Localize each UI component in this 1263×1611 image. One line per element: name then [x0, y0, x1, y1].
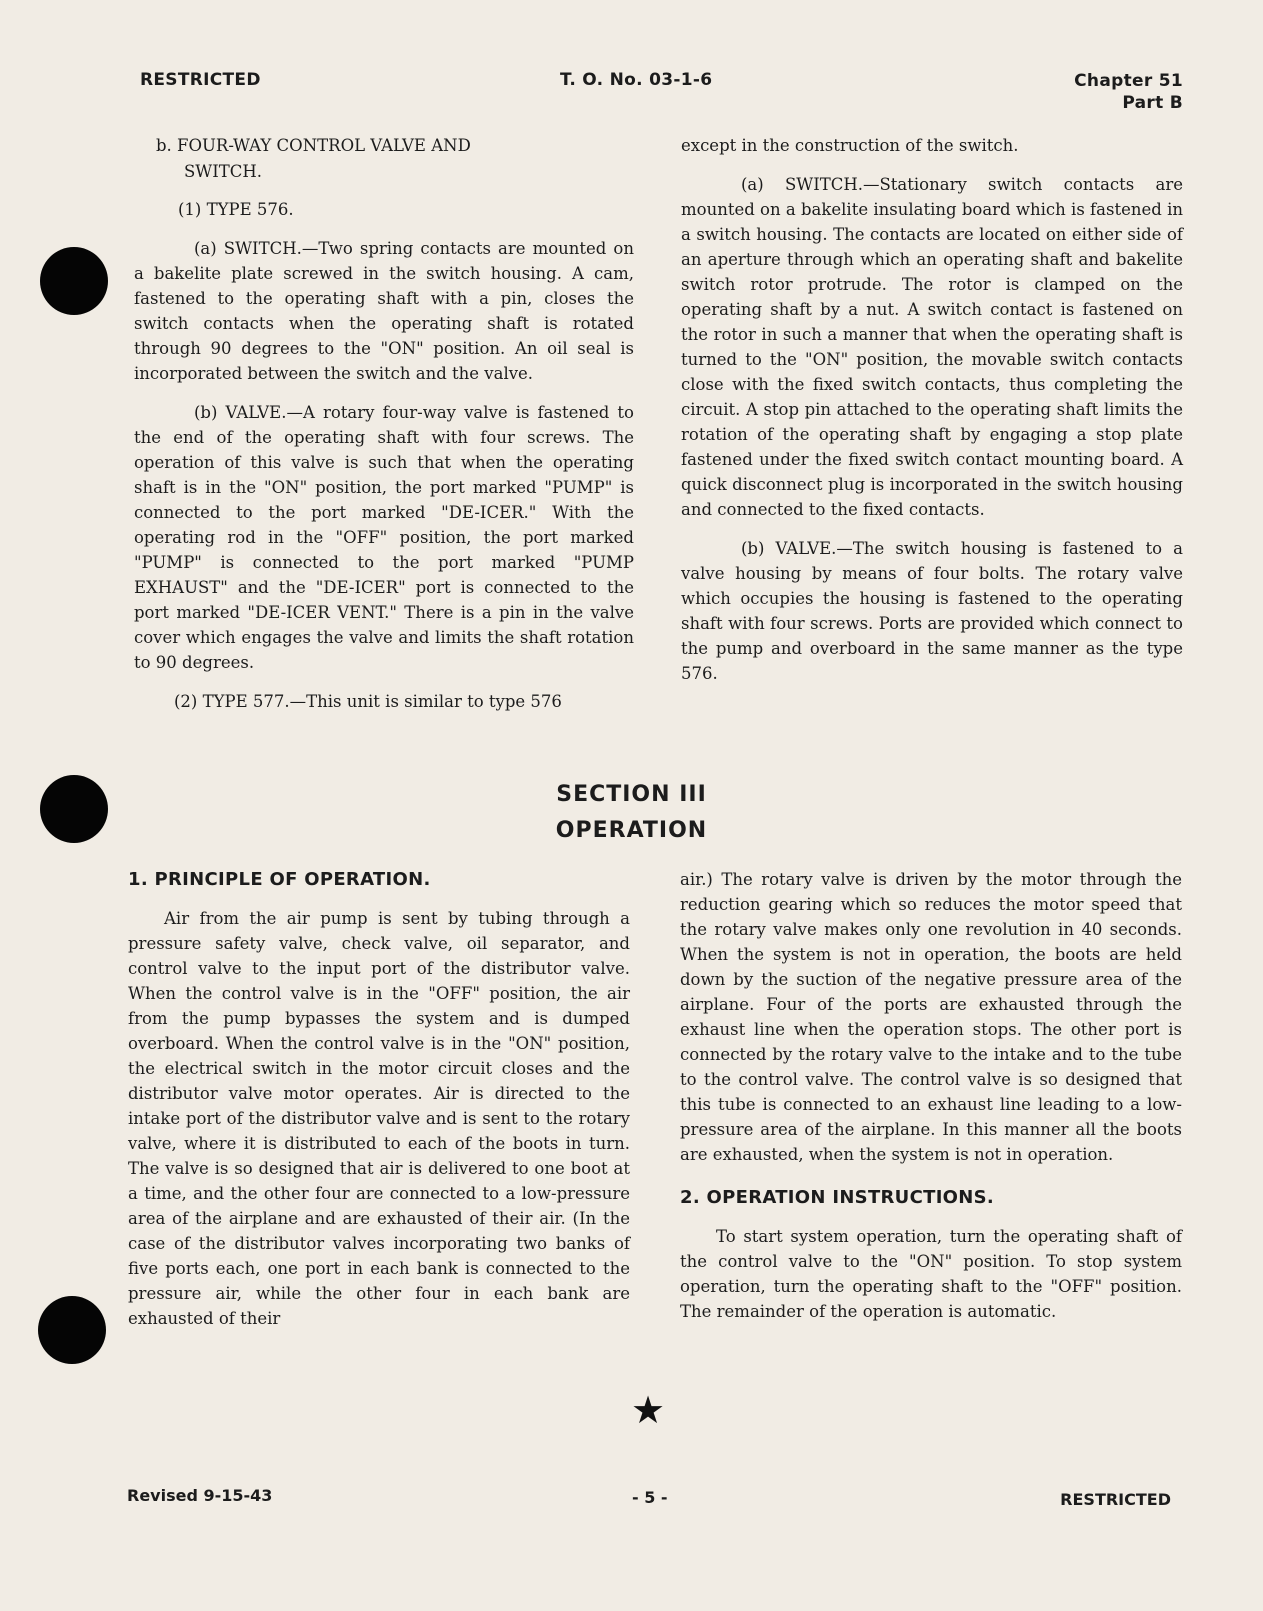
instructions-heading: 2. OPERATION INSTRUCTIONS.	[680, 1187, 995, 1208]
section-number: SECTION III	[556, 782, 707, 807]
section-name: OPERATION	[555, 818, 708, 843]
type577-valve-paragraph: (b) VALVE.—The switch housing is fastened to a valve housing by means of four bolts. The rotary valve which occupies the housing is fastened to the operating shaft with four screws. Ports are provided which connect to the pump and overboard in the same manner as the type 576.	[681, 539, 1183, 683]
footer-revised: Revised 9-15-43	[127, 1486, 273, 1505]
header-to-number: T. O. No. 03-1-6	[560, 70, 713, 90]
header-part-line: Part B	[1122, 93, 1183, 113]
binder-hole	[38, 1296, 106, 1364]
type577-paragraph: (2) TYPE 577.—This unit is similar to type 576	[174, 692, 562, 711]
right-column	[681, 133, 1183, 686]
principle-continuation: air.) The rotary valve is driven by the motor through the reduction gearing which so reduces the motor speed that the rotary valve makes only one revolution in 40 seconds. When the system is not in operation, the boots are held down by the suction of the negative pressure area of the airplane. Four of the ports are exhausted through the exhaust line when the operation stops. The other port is connected by the rotary valve to the intake and to the tube to the control valve. The control valve is so designed that this tube is connected to an exhaust line leading to a low-pressure area of the airplane. In this manner all the boots are exhausted, when the system is not in operation.	[680, 870, 1182, 1164]
footer-page-number: - 5 -	[632, 1488, 668, 1507]
left-column	[134, 133, 634, 714]
principle-paragraph: Air from the air pump is sent by tubing through a pressure safety valve, check valve, oil separator, and control valve to the input port of the distributor valve. When the control valve is in the "OFF" position, the air from the pump bypasses the system and is dumped overboard. When the control valve is in the "ON" position, the electrical switch in the motor circuit closes and the distributor valve motor operates. Air is directed to the intake port of the distributor valve and is sent to the rotary valve, where it is distributed to each of the boots in turn. The valve is so designed that air is delivered to one boot at a time, and the other four are connected to a low-pressure area of the airplane and are exhausted of their air. (In the case of the distributor valves incorporating two banks of five ports each, one port in each bank is connected to the pressure air, while the other four in each bank are exhausted of their	[128, 909, 630, 1328]
b-heading-line1: b. FOUR-WAY CONTROL VALVE AND	[156, 136, 471, 155]
right-continuation: except in the construction of the switch.	[681, 136, 1019, 155]
type577-switch-paragraph: (a) SWITCH.—Stationary switch contacts are mounted on a bakelite insulating board which is fastened in a switch housing. The contacts are located on either side of an aperture through which an operating shaft and bakelite switch rotor protrude. The rotor is clamped on the operating shaft by a nut. A switch contact is fastened on the rotor in such a manner that when the operating shaft is turned to the "ON" position, the movable switch contacts close with the fixed switch contacts, thus completing the circuit. A stop pin attached to the operating shaft limits the rotation of the operating shaft by engaging a stop plate fastened under the fixed switch contact mounting board. A quick disconnect plug is incorporated in the switch housing and connected to the fixed contacts.	[681, 175, 1183, 519]
section-title	[0, 777, 1263, 849]
footer-restricted: RESTRICTED	[1060, 1490, 1171, 1509]
header-chapter-line: Chapter 51	[1074, 71, 1183, 91]
lower-left-column	[128, 867, 630, 1331]
binder-hole	[40, 247, 108, 315]
type576-valve-paragraph: (b) VALVE.—A rotary four-way valve is fastened to the end of the operating shaft with four screws. The operation of this valve is such that when the operating shaft is in the "ON" position, the port marked "PUMP" is connected to the port marked "DE-ICER." With the operating rod in the "OFF" position, the port marked "PUMP" is connected to the port marked "PUMP EXHAUST" and the "DE-ICER" port is connected to the port marked "DE-ICER VENT." There is a pin in the valve cover which engages the valve and limits the shaft rotation to 90 degrees.	[134, 403, 634, 672]
star-icon: ★	[631, 1388, 666, 1432]
b-heading-line2: SWITCH.	[184, 162, 263, 181]
type576-switch-paragraph: (a) SWITCH.—Two spring contacts are mounted on a bakelite plate screwed in the switch housing. A cam, fastened to the operating shaft with a pin, closes the switch contacts when the operating shaft is rotated through 90 degrees to the "ON" position. An oil seal is incorporated between the switch and the valve.	[134, 239, 634, 383]
principle-heading: 1. PRINCIPLE OF OPERATION.	[128, 869, 431, 890]
header-restricted: RESTRICTED	[140, 70, 261, 90]
header-chapter	[1074, 70, 1183, 114]
lower-right-column	[680, 867, 1182, 1324]
type576-heading: (1) TYPE 576.	[178, 200, 294, 219]
instructions-paragraph: To start system operation, turn the operating shaft of the control valve to the "ON" position. To stop system operation, turn the operating shaft to the "OFF" position. The remainder of the operation is automatic.	[680, 1227, 1182, 1321]
